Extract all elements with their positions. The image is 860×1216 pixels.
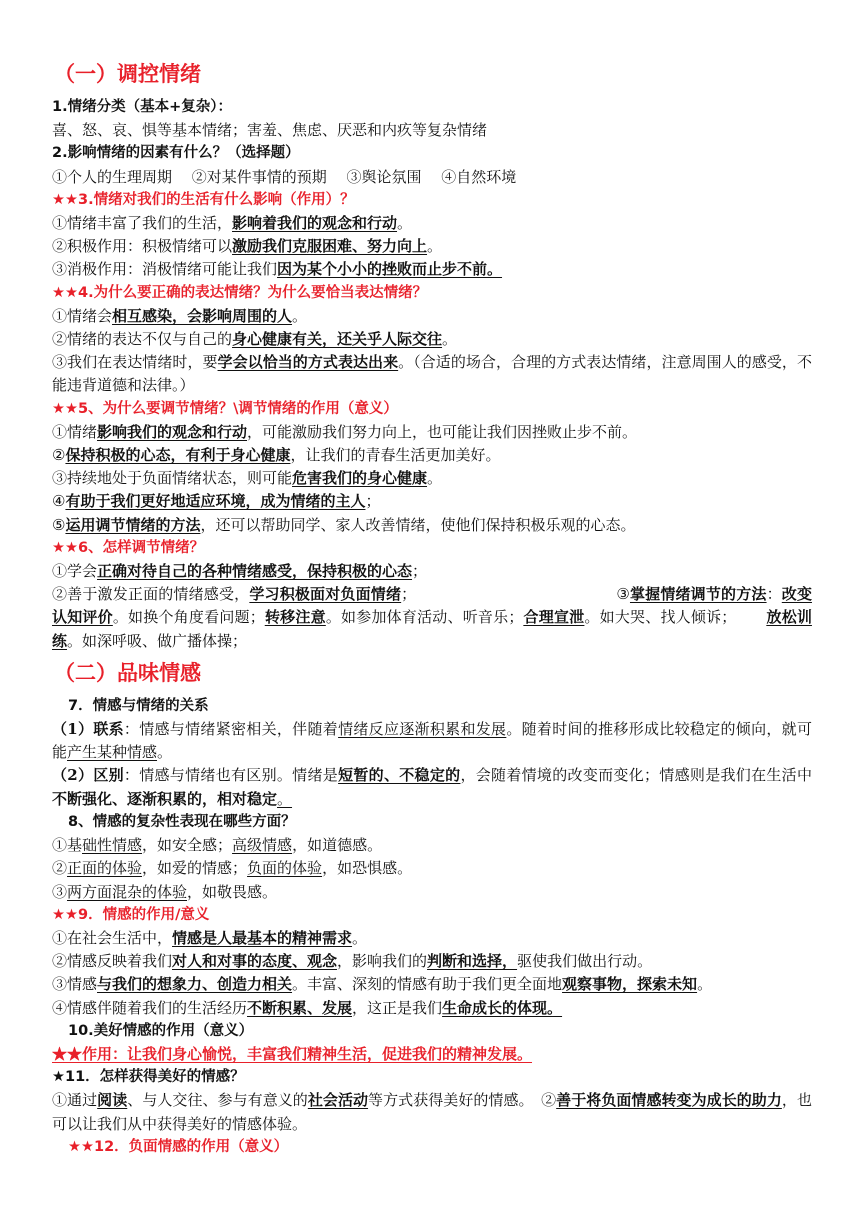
question-1: 1.情绪分类（基本+复杂）： bbox=[52, 99, 232, 115]
answer-7-2: （2）区别：情感与情绪也有区别。情绪是短暂的、不稳定的，会随着情境的改变而变化；情感则是我们在生活中不断强化、逐渐积累的，相对稳定。 bbox=[52, 766, 812, 808]
question-6: ★★6、怎样调节情绪？ bbox=[52, 539, 205, 556]
answer-9-2: ②情感反映着我们对人和对事的态度、观念，影响我们的判断和选择，驱使我们做出行动。 bbox=[52, 952, 653, 971]
answer-2: ①个人的生理周期 ②对某件事情的预期 ③舆论氛围 ④自然环境 bbox=[52, 167, 517, 186]
answer-11: ①通过阅读、与人交往、参与有意义的社会活动等方式获得美好的情感。 ②善于将负面情感转变为成长的助力，也可以让我们从中获得美好的情感体验。 bbox=[52, 1091, 812, 1133]
answer-7-1: （1）联系：情感与情绪紧密相关，伴随着情绪反应逐渐积累和发展。随着时间的推移形成比较稳定的倾向，就可能产生某种情感。 bbox=[52, 720, 812, 762]
answer-9-1: ①在社会生活中，情感是人最基本的精神需求。 bbox=[52, 928, 368, 947]
answer-4-3: ③我们在表达情绪时，要学会以恰当的方式表达出来。（合适的场合，合理的方式表达情绪，注意周围人的感受，不能违背道德和法律。） bbox=[52, 353, 812, 395]
answer-6-1: ①学会正确对待自己的各种情绪感受，保持积极的心态； bbox=[52, 562, 428, 581]
answer-3-1: ①情绪丰富了我们的生活，影响着我们的观念和行动。 bbox=[52, 214, 413, 233]
answer-9-3: ③情感与我们的想象力、创造力相关。丰富、深刻的情感有助于我们更全面地观察事物，探索未知。 bbox=[52, 975, 713, 994]
section-title-1: （一）调控情绪 bbox=[54, 62, 201, 86]
question-10: 10.美好情感的作用（意义） bbox=[68, 1022, 254, 1039]
question-11: ★11．怎样获得美好的情感？ bbox=[52, 1069, 245, 1086]
question-3: ★★3.情绪对我们的生活有什么影响（作用）？ bbox=[52, 191, 355, 208]
answer-3-3: ③消极作用：消极情绪可能让我们因为某个小小的挫败而止步不前。 bbox=[52, 260, 503, 279]
answer-5-5: ⑤运用调节情绪的方法，还可以帮助同学、家人改善情绪，使他们保持积极乐观的心态。 bbox=[52, 515, 636, 534]
question-5: ★★5、为什么要调节情绪？\调节情绪的作用（意义） bbox=[52, 400, 398, 417]
question-7: 7．情感与情绪的关系 bbox=[68, 697, 209, 714]
answer-5-3: ③持续地处于负面情绪状态，则可能危害我们的身心健康。 bbox=[52, 469, 443, 488]
question-4: ★★4.为什么要正确的表达情绪？为什么要恰当表达情绪？ bbox=[52, 284, 428, 301]
answer-5-1: ①情绪影响我们的观念和行动，可能激励我们努力向上，也可能让我们因挫败止步不前。 bbox=[52, 422, 638, 441]
question-8: 8、情感的复杂性表现在哪些方面？ bbox=[68, 813, 296, 830]
answer-1: 喜、怒、哀、惧等基本情绪；害羞、焦虑、厌恶和内疚等复杂情绪 bbox=[52, 121, 488, 140]
answer-6-2: ②善于激发正面的情绪感受，学习积极面对负面情绪； ③掌握情绪调节的方法：改变认知评价。如换个角度看问题；转移注意。如参加体育活动、听音乐；合理宣泄。如大哭、找人倾诉； 放松训练。如深呼吸、做广播体操； bbox=[52, 585, 812, 650]
answer-8-2: ②正面的体验，如爱的情感；负面的体验，如恐惧感。 bbox=[52, 859, 413, 878]
section-title-2: （二）品味情感 bbox=[54, 660, 201, 685]
answer-9-4: ④情感伴随着我们的生活经历不断积累、发展，这正是我们生命成长的体现。 bbox=[52, 998, 563, 1017]
answer-8-1: ①基础性情感，如安全感；高级情感，如道德感。 bbox=[52, 836, 383, 855]
answer-8-3: ③两方面混杂的体验，如敬畏感。 bbox=[52, 882, 278, 901]
question-9: ★★9．情感的作用/意义 bbox=[52, 906, 210, 923]
answer-10: ★★作用：让我们身心愉悦，丰富我们精神生活，促进我们的精神发展。 bbox=[52, 1044, 533, 1063]
answer-5-4: ④有助于我们更好地适应环境，成为情绪的主人； bbox=[52, 492, 381, 511]
question-2: 2.影响情绪的因素有什么？（选择题） bbox=[52, 145, 300, 162]
answer-4-1: ①情绪会相互感染，会影响周围的人。 bbox=[52, 306, 308, 325]
question-12: ★★12．负面情感的作用（意义） bbox=[68, 1138, 289, 1155]
answer-4-2: ②情绪的表达不仅与自己的身心健康有关，还关乎人际交往。 bbox=[52, 330, 458, 349]
answer-3-2: ②积极作用：积极情绪可以激励我们克服困难、努力向上。 bbox=[52, 237, 443, 256]
document-page bbox=[52, 58, 812, 1159]
answer-5-2: ②保持积极的心态，有利于身心健康，让我们的青春生活更加美好。 bbox=[52, 446, 501, 465]
